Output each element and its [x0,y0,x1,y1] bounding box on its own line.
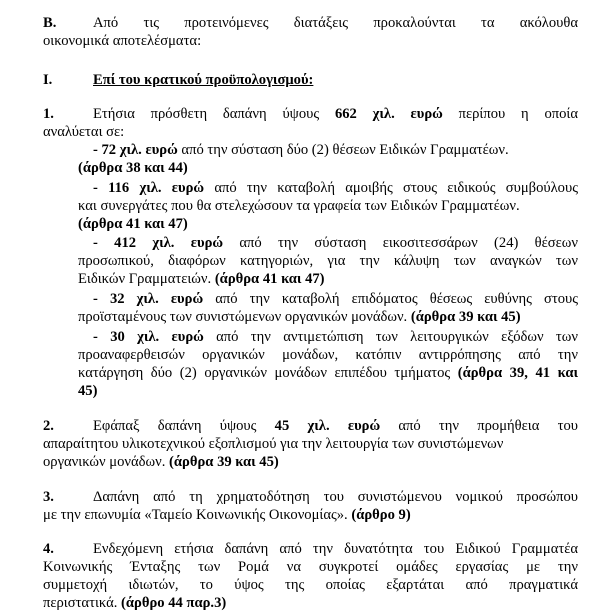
section-intro-line1: Από τις προτεινόμενες διατάξεις προκαλούνται τα ακόλουθα [93,15,578,31]
item-1-sub4: - 32 χιλ. ευρώ από την καταβολή επιδόματος θέσεως ευθύνης στους [93,291,578,307]
item-1-line1: Ετήσια πρόσθετη δαπάνη ύψους 662 χιλ. ευρώ περίπου η οποία [93,106,578,122]
item-1-sub1: - 72 χιλ. ευρώ από την σύσταση δύο (2) θέσεων Ειδικών Γραμματέων. [93,142,509,158]
item-3-number: 3. [43,489,54,505]
item-2-line2: απαραίτητου υλικοτεχνικού εξοπλισμού για την λειτουργία των συνιστώμενων [43,436,504,452]
item-1-sub2: - 116 χιλ. ευρώ από την καταβολή αμοιβής στους ειδικούς συμβούλους [93,180,578,196]
item-1-number: 1. [43,106,54,122]
item-1-sub1-ref: (άρθρα 38 και 44) [78,160,188,176]
item-1-sub2-ref: (άρθρα 41 και 47) [78,216,188,232]
item-3-line1: Δαπάνη από τη χρηματοδότηση του συνιστώμενου νομικού προσώπου [93,489,578,505]
item-1-sub3: - 412 χιλ. ευρώ από την σύσταση εικοσιτεσσάρων (24) θέσεων [93,235,578,251]
item-1-sub4-line2: προϊσταμένους των συνιστώμενων οργανικών μονάδων. (άρθρα 39 και 45) [78,309,521,325]
item-2-line1: Εφάπαξ δαπάνη ύψους 45 χιλ. ευρώ από την προμήθεια του [93,418,578,434]
item-2-number: 2. [43,418,54,434]
item-1-sub5: - 30 χιλ. ευρώ από την αντιμετώπιση των λειτουργικών εξόδων των [93,329,578,345]
item-4-line1: Ενδεχόμενη ετήσια δαπάνη από την δυνατότητα του Ειδικού Γραμματέα [93,541,578,557]
subsection-numeral: Ι. [43,72,53,88]
item-1-sub5-line2: προαναφερθεισών οργανικών μονάδων, κατόπιν αντιρρόπησης από την [78,347,578,363]
item-3-line2: με την επωνυμία «Ταμείο Κοινωνικής Οικονομίας». (άρθρο 9) [43,507,411,523]
item-1-sub5-ref-end: 45) [78,383,98,399]
item-4-line4: περιστατικά. (άρθρο 44 παρ.3) [43,595,227,611]
item-2-line3: οργανικών μονάδων. (άρθρα 39 και 45) [43,454,279,470]
subsection-title: Επί του κρατικού προϋπολογισμού: [93,72,314,88]
section-letter: Β. [43,15,57,31]
item-1-sub5-line3: κατάργηση δύο (2) οργανικών μονάδων επιπέδου τμήματος (άρθρα 39, 41 και [78,365,578,381]
item-4-number: 4. [43,541,54,557]
item-1-sub3-line3: Ειδικών Γραμματειών. (άρθρα 41 και 47) [78,271,325,287]
item-1-sub3-line2: προσωπικού, διαφόρων κατηγοριών, για την κάλυψη των αναγκών των [78,253,578,269]
item-4-line2: Κοινωνικής Ένταξης των Ρομά να συγκροτεί ομάδες εργασίας με την [43,559,578,575]
item-1-line2: αναλύεται σε: [43,124,125,140]
section-intro-line2: οικονομικά αποτελέσματα: [43,33,202,49]
item-1-sub2-line2: και συνεργάτες που θα στελεχώσουν τα γραφεία των Ειδικών Γραμματέων. [78,198,520,214]
item-4-line3: συμμετοχή ιδιωτών, το ύψος της οποίας εξαρτάται από πραγματικά [43,577,578,593]
